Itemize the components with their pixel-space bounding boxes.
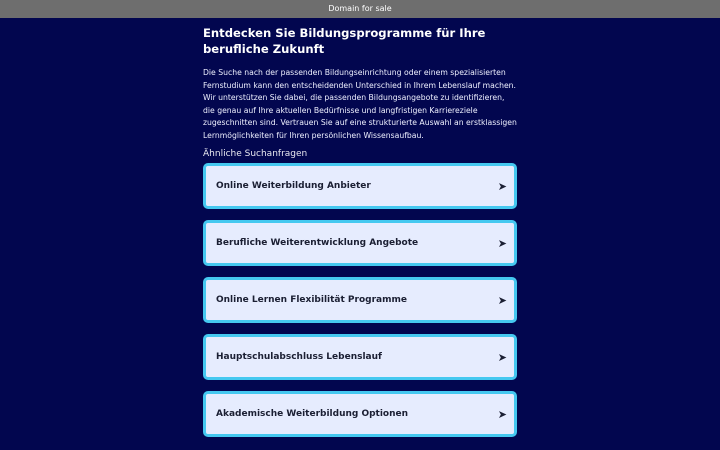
arrow-right-icon: ➤ bbox=[497, 179, 507, 193]
related-search-link[interactable] bbox=[203, 334, 517, 380]
main-content bbox=[203, 25, 517, 448]
related-search-link[interactable] bbox=[203, 391, 517, 437]
related-search-link[interactable] bbox=[203, 163, 517, 209]
arrow-right-icon: ➤ bbox=[497, 236, 507, 250]
related-search-label: Online Lernen Flexibilität Programme bbox=[216, 295, 407, 305]
arrow-right-icon: ➤ bbox=[497, 407, 507, 421]
related-search-link[interactable] bbox=[203, 220, 517, 266]
page-description: Die Suche nach der passenden Bildungseinrichtung oder einem spezialisierten Fernstudium kann den entscheidenden Unterschied in Ihrem Lebenslauf machen. Wir unterstützen Sie dabei, die passenden Bildungsangebote zu identifizieren, die genau auf Ihre aktuellen Bedürfnisse und langfristigen Karriereziele zugeschnitten sind. Vertrauen Sie auf eine strukturierte Auswahl an erstklassigen Lernmöglichkeiten für Ihren persönlichen Wissensaufbau. bbox=[203, 68, 517, 140]
arrow-right-icon: ➤ bbox=[497, 350, 507, 364]
related-search-label: Online Weiterbildung Anbieter bbox=[216, 181, 371, 191]
arrow-right-icon: ➤ bbox=[497, 293, 507, 307]
domain-for-sale-banner[interactable]: Domain for sale bbox=[0, 0, 720, 18]
related-search-label: Hauptschulabschluss Lebenslauf bbox=[216, 352, 382, 362]
related-search-label: Akademische Weiterbildung Optionen bbox=[216, 409, 409, 419]
page-title: Entdecken Sie Bildungsprogramme für Ihre berufliche Zukunft bbox=[203, 26, 486, 56]
related-search-label: Berufliche Weiterentwicklung Angebote bbox=[216, 238, 419, 248]
related-search-link[interactable] bbox=[203, 277, 517, 323]
related-searches-heading: Ähnliche Suchanfragen bbox=[203, 149, 308, 159]
related-searches-list bbox=[203, 163, 517, 437]
